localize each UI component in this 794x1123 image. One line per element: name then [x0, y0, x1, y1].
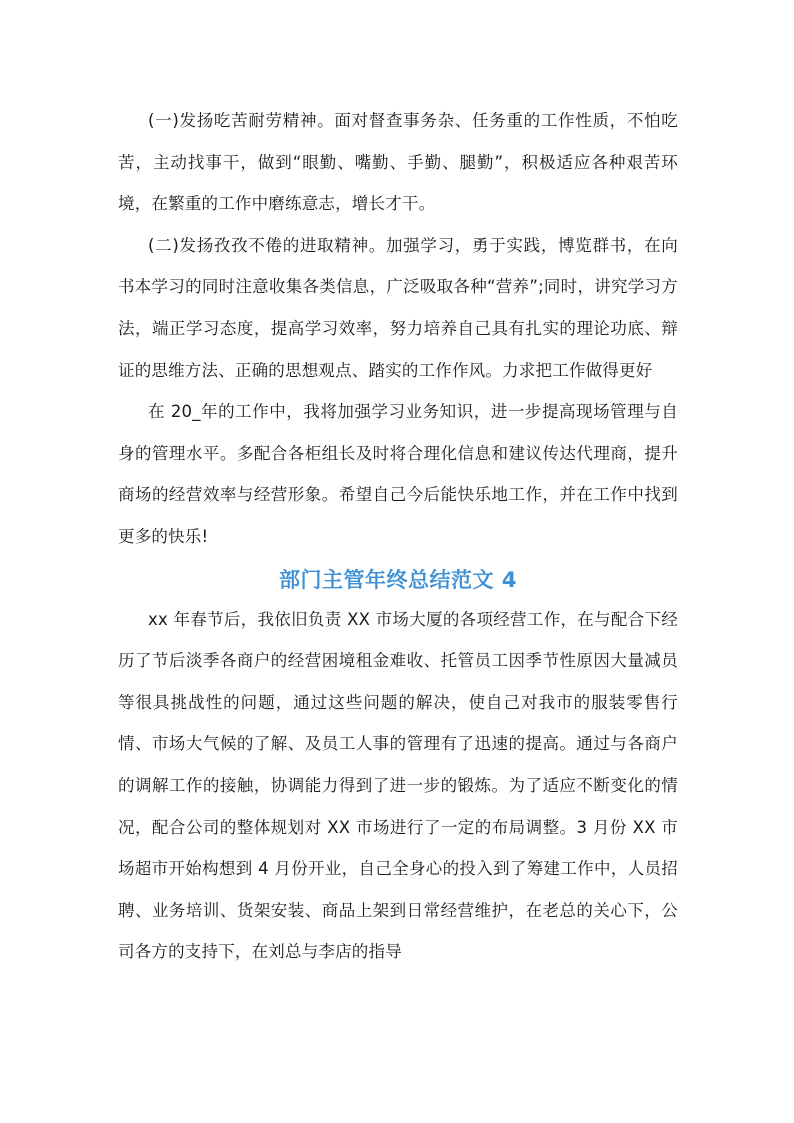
- section-heading: 部门主管年终总结范文 4: [279, 567, 517, 592]
- document-page: [118, 100, 678, 973]
- paragraph-summary-4: xx 年春节后，我依旧负责 XX 市场大厦的各项经营工作，在与配合下经历了节后淡季各商户的经营困境租金难收、托管员工因季节性原因大量减员等很具挑战性的问题，通过这些问题的解决，使自己对我市的服装零售行情、市场大气候的了解、及员工人事的管理有了迅速的提高。通过与各商户的调解工作的接触，协调能力得到了进一步的锻炼。为了适应不断变化的情况，配合公司的整体规划对 XX 市场进行了一定的布局调整。3 月份 XX 市场超市开始构想到 4 月份开业，自己全身心的投入到了筹建工作中，人员招聘、业务培训、货架安装、商品上架到日常经营维护，在老总的关心下，公司各方的支持下，在刘总与李店的指导: [118, 609, 678, 962]
- paragraph-next-year-plan: 在 20_年的工作中，我将加强学习业务知识，进一步提高现场管理与自身的管理水平。多配合各柜组长及时将合理化信息和建议传达代理商，提升商场的经营效率与经营形象。希望自己今后能快乐地工作，并在工作中找到更多的快乐!: [118, 402, 678, 546]
- paragraph-hard-work: (一)发扬吃苦耐劳精神。面对督查事务杂、任务重的工作性质，不怕吃苦，主动找事干，做到“眼勤、嘴勤、手勤、腿勤”，积极适应各种艰苦环境，在繁重的工作中磨练意志，增长才干。: [118, 111, 678, 214]
- paragraph-learning-spirit: (二)发扬孜孜不倦的进取精神。加强学习，勇于实践，博览群书，在向书本学习的同时注意收集各类信息，广泛吸取各种“营养”;同时，讲究学习方法，端正学习态度，提高学习效率，努力培养自己具有扎实的理论功底、辩证的思维方法、正确的思想观点、踏实的工作作风。力求把工作做得更好: [118, 235, 678, 380]
